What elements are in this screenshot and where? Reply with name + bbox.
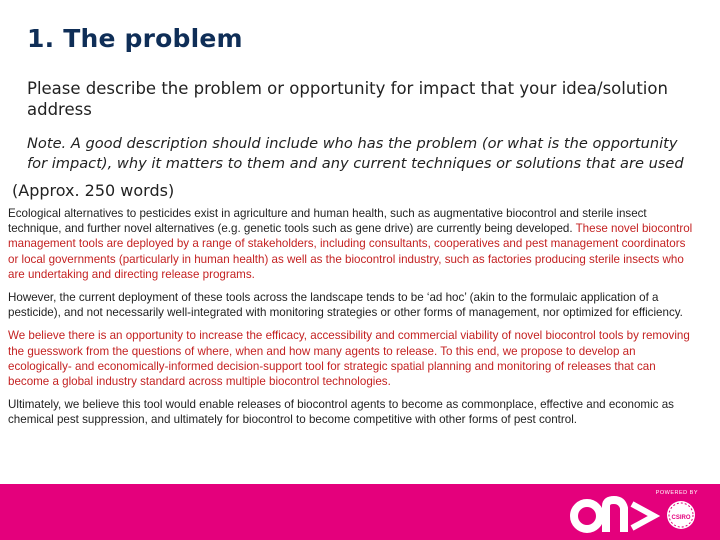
- word-count-hint: (Approx. 250 words): [12, 181, 175, 200]
- on-logo-icon: [568, 494, 660, 534]
- footer-bar: [0, 484, 720, 540]
- powered-by-label: POWERED BY: [655, 490, 698, 496]
- paragraph-4: Ultimately, we believe this tool would enable releases of biocontrol agents to become as commonplace, effective and economic as chemical pest suppression, and ultimately for biocontrol to become competitive with other forms of pest control.: [8, 398, 674, 427]
- paragraph-1: [8, 206, 698, 282]
- paragraph-3: We believe there is an opportunity to increase the efficacy, accessibility and commercial viability of novel biocontrol tools by removing the guesswork from the questions of where, when and how many agents to release. To this end, we propose to develop an ecologically- and economically-informed decision-support tool for strategic spatial planning and monitoring of releases that can become a global industry standard across multiple biocontrol technologies.: [8, 329, 690, 389]
- prompt-text: Please describe the problem or opportunity for impact that your idea/solution address: [27, 79, 668, 119]
- page-title: 1. The problem: [27, 24, 243, 53]
- note-text: Note. A good description should include who has the problem (or what is the opportunity for impact), why it matters to them and any current techniques or solutions that are used: [27, 135, 684, 172]
- paragraph-1-black: Ecological alternatives to pesticides exist in agriculture and human health, such as augmentative biocontrol and sterile insect technique, and further novel alternatives (e.g. genetic tools such as gene drive) are currently being developed.: [8, 207, 647, 236]
- answer-body: [8, 206, 698, 436]
- csiro-label: CSIRO: [671, 515, 691, 521]
- paragraph-2: However, the current deployment of these tools across the landscape tends to be ‘ad hoc’ (akin to the formulaic application of a pesticide), and not necessarily well-integrated with monitoring strategies or other forms of management, nor optimized for efficiency.: [8, 291, 683, 320]
- paragraph-1-red: These novel biocontrol management tools are deployed by a range of stakeholders, including consultants, cooperatives and pest management coordinators or local governments (particularly in human health) as well as the biocontrol industry, such as factories producing sterile insects who are undertaking and directing release programs.: [8, 222, 693, 281]
